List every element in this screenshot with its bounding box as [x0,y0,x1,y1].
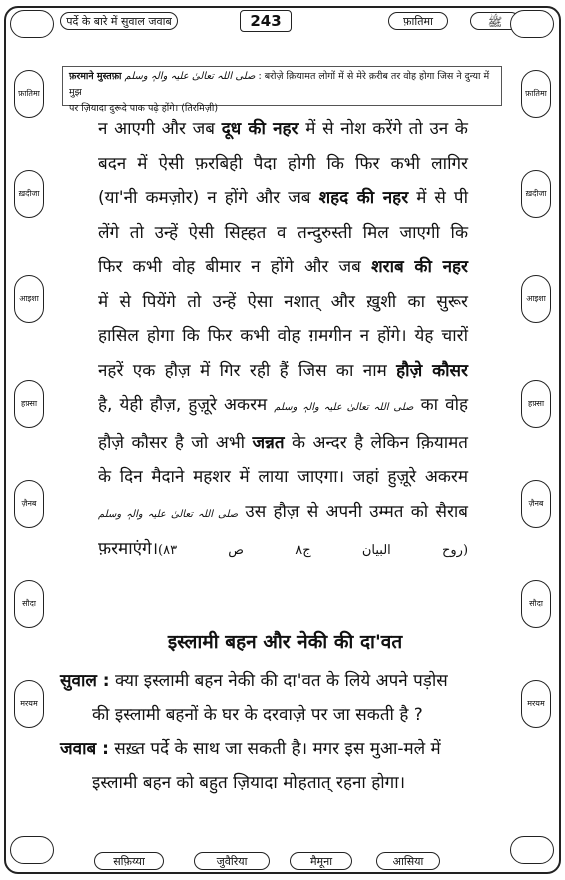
text-line: लेंगे तो उन्हें ऐसी सिह्हत व तन्दुरुस्ती मिल जाएगी कि [98,222,468,243]
text-span: क्या इस्लामी बहन नेकी की दा'वत के लिये अपने पड़ोस [109,671,448,691]
text-line [98,426,468,461]
section-heading: इस्लामी बहन और नेकी की दा'वत [167,631,403,653]
text-line [98,532,468,569]
side-medal-right: ख़दीजा [521,170,551,218]
text-span: के अन्दर है लेकिन क़ियामत [284,432,468,453]
salawat-text: صلی اللہ تعالیٰ علیہ والہٖ وسلم [274,402,414,413]
answer-label: जवाब : [60,739,109,759]
corner-ornament-bottom-right [510,836,554,864]
salawat-text: صلی اللہ تعالیٰ علیہ والہٖ وسلم [98,508,239,520]
text-span: न आएगी और जब [98,119,222,139]
main-text [98,112,468,569]
side-medal-left: ख़दीजा [14,170,44,218]
text-line: इस्लामी बहन को बहुत ज़ियादा मोहतात् रहना होगा। [92,773,406,793]
side-medal-right: ज़ैनब [521,480,551,528]
text-line: में से पियेंगे तो उन्हें ऐसा नशात् और ख़ुशी का सुरूर [98,291,468,312]
side-medal-left: फ़ातिमा [14,70,44,118]
text-span: उस हौज़ से अपनी उम्मत को सैराब [238,501,469,522]
text-span: हौज़े कौसर है जो अभी [98,432,253,453]
side-medal-right: आइशा [521,275,551,323]
side-medal-left: आइशा [14,275,44,323]
text-line [98,250,468,285]
text-span: नहरें एक हौज़ में गिर रही हैं जिस का नाम [98,360,397,381]
header-right-title: फ़ातिमा [388,12,448,30]
text-line: के दिन मैदाने महशर में लाया जाएगा। जहां हुज़ूरे अकरम [98,467,468,487]
side-medal-right: हफ़्सा [521,380,551,428]
text-span: में से पी [408,188,468,208]
bold-term: हौज़े कौसर [396,360,468,381]
bold-term: शराब की नहर [371,257,468,277]
text-line [98,388,468,426]
question-label: सुवाल : [60,671,110,691]
side-medal-right: सौदा [521,580,551,628]
side-medal-left: सौदा [14,580,44,628]
text-line [60,664,480,698]
text-line [60,732,480,766]
footer-pill: आसिया [376,852,440,870]
text-span: फिर कभी वोह बीमार न होंगे और जब [98,257,372,277]
farman-label: फ़रमाने मुस्तफ़ा [69,71,122,82]
text-line [98,112,468,147]
corner-ornament-bottom-left [10,836,54,864]
bold-term: जन्नत [252,432,285,453]
footer-pill: सफ़िय्या [94,852,164,870]
text-line [98,354,468,389]
side-medal-left: मरयम [14,680,44,728]
text-span: में से नोश करेंगे तो उन के [298,119,468,139]
text-line: बदन में ऐसी फ़रबिही पैदा होगी कि फिर कभी लागिर [98,153,468,174]
text-line: की इस्लामी बहनों के घर के दरवाज़े पर जा सकती है ? [92,705,423,725]
text-line: हासिल होगा कि फिर कभी वोह ग़मगीन न होंगे। येह चारों [98,326,468,346]
text-span: का वोह [413,395,468,415]
text-span: फ़रमाएंगे। [98,539,159,559]
side-medal-right: मरयम [521,680,551,728]
farman-box [62,66,502,114]
corner-ornament-top-right [510,10,554,38]
footer-pill: जुवैरिया [194,852,270,870]
side-medal-right: फ़ातिमा [521,70,551,118]
text-line [98,181,468,216]
reference-citation: (روح البیان ج۸ ص ۸۳) [158,543,469,558]
side-medal-left: हफ़्सा [14,380,44,428]
page-number: 243 [240,10,292,32]
farman-salawat: صلی اللہ تعالیٰ علیہ والہٖ وسلم [124,71,256,82]
corner-ornament-top-left [10,10,54,38]
farman-text: पर ज़ियादा दुरूदे पाक पढ़े होंगे। (तिरमिज़ी) [69,103,219,114]
text-span: सख़्त पर्दे के साथ जा सकती है। मगर इस मुआ-मले में [108,739,441,759]
farman-text: : बरोज़े क़ियामत लोगों में से मेरे क़रीब तर वोह होगा जिस ने दुन्या में मुझ [69,71,490,98]
answer-block [60,732,480,800]
side-medal-left: ज़ैनब [14,480,44,528]
text-line [98,495,468,533]
text-span: (या'नी कमज़ोर) न होंगे और जब [98,188,319,208]
footer-pill: मैमूना [290,852,352,870]
question-block [60,664,480,732]
bold-term: शहद की नहर [318,188,409,208]
bold-term: दूध की नहर [221,119,299,139]
header-medal: ﷺ [470,12,520,30]
header-left-title: पर्दे के बारे में सुवाल जवाब [60,12,178,30]
text-span: है, येही हौज़, हुज़ूरे अकरम [98,395,275,415]
